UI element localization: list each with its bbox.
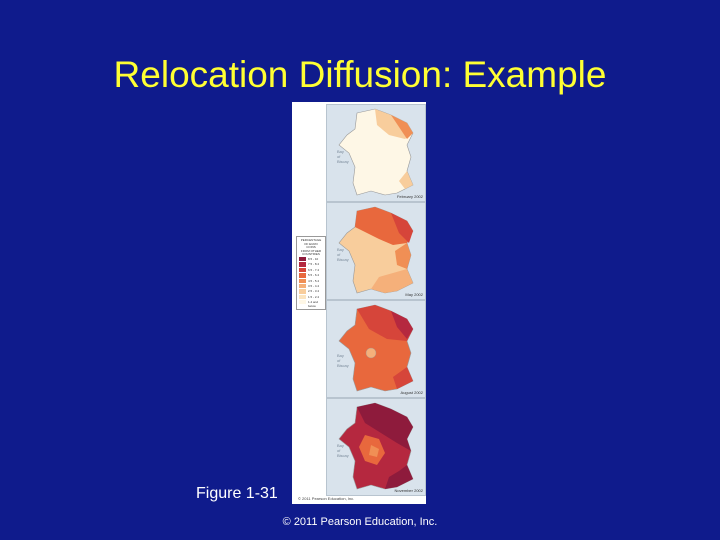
legend-label: 4.5 - 5.4	[308, 278, 320, 283]
map-4-date: November 2002	[394, 488, 423, 493]
map-1-date: February 2002	[396, 194, 423, 199]
legend-swatch	[299, 257, 306, 261]
map-2-date: May 2002	[405, 292, 423, 297]
figure-panel	[292, 102, 426, 504]
map-4	[326, 398, 426, 496]
legend-label: 6.5 - 7.4	[308, 267, 320, 272]
legend-label: 1.5 - 2.4	[308, 294, 320, 299]
slide-title: Relocation Diffusion: Example	[113, 54, 607, 95]
legend-items	[297, 256, 325, 309]
legend-label: 7.5 - 8.4	[308, 262, 320, 267]
figure-label: Figure 1-31	[196, 485, 278, 502]
legend-swatch	[299, 295, 306, 299]
map-2-sea-label: Bay of Biscay	[337, 247, 349, 262]
legend-swatch	[299, 268, 306, 272]
map-3	[326, 300, 426, 398]
legend-label: 2.5 - 3.4	[308, 289, 320, 294]
legend-label: 5.5 - 6.4	[308, 273, 320, 278]
map-1-sea-label: Bay of Biscay	[337, 149, 349, 164]
legend-swatch	[299, 262, 306, 266]
map-legend	[296, 236, 326, 310]
map-1	[326, 104, 426, 202]
figure-credit: © 2011 Pearson Education, Inc.	[298, 496, 355, 501]
copyright-notice: © 2011 Pearson Education, Inc.	[282, 516, 438, 528]
map-4-sea-label: Bay of Biscay	[337, 443, 349, 458]
legend-label: 3.5 - 4.4	[308, 283, 320, 288]
legend-label: 1.4 and below	[308, 300, 319, 309]
legend-swatch	[299, 273, 306, 277]
map-3-sea-label: Bay of Biscay	[337, 353, 349, 368]
map-3-graphic	[327, 301, 425, 397]
legend-title: PERCENTAGE OF EURO COINS FROM OTHER COUNTRIES	[300, 238, 322, 257]
legend-label: 8.5 - 10	[308, 256, 319, 261]
legend-swatch	[299, 300, 306, 304]
legend-swatch	[299, 289, 306, 293]
legend-swatch	[299, 279, 306, 283]
map-2	[326, 202, 426, 300]
legend-swatch	[299, 284, 306, 288]
map-3-date: August 2002	[400, 390, 423, 395]
legend-item	[297, 300, 325, 309]
